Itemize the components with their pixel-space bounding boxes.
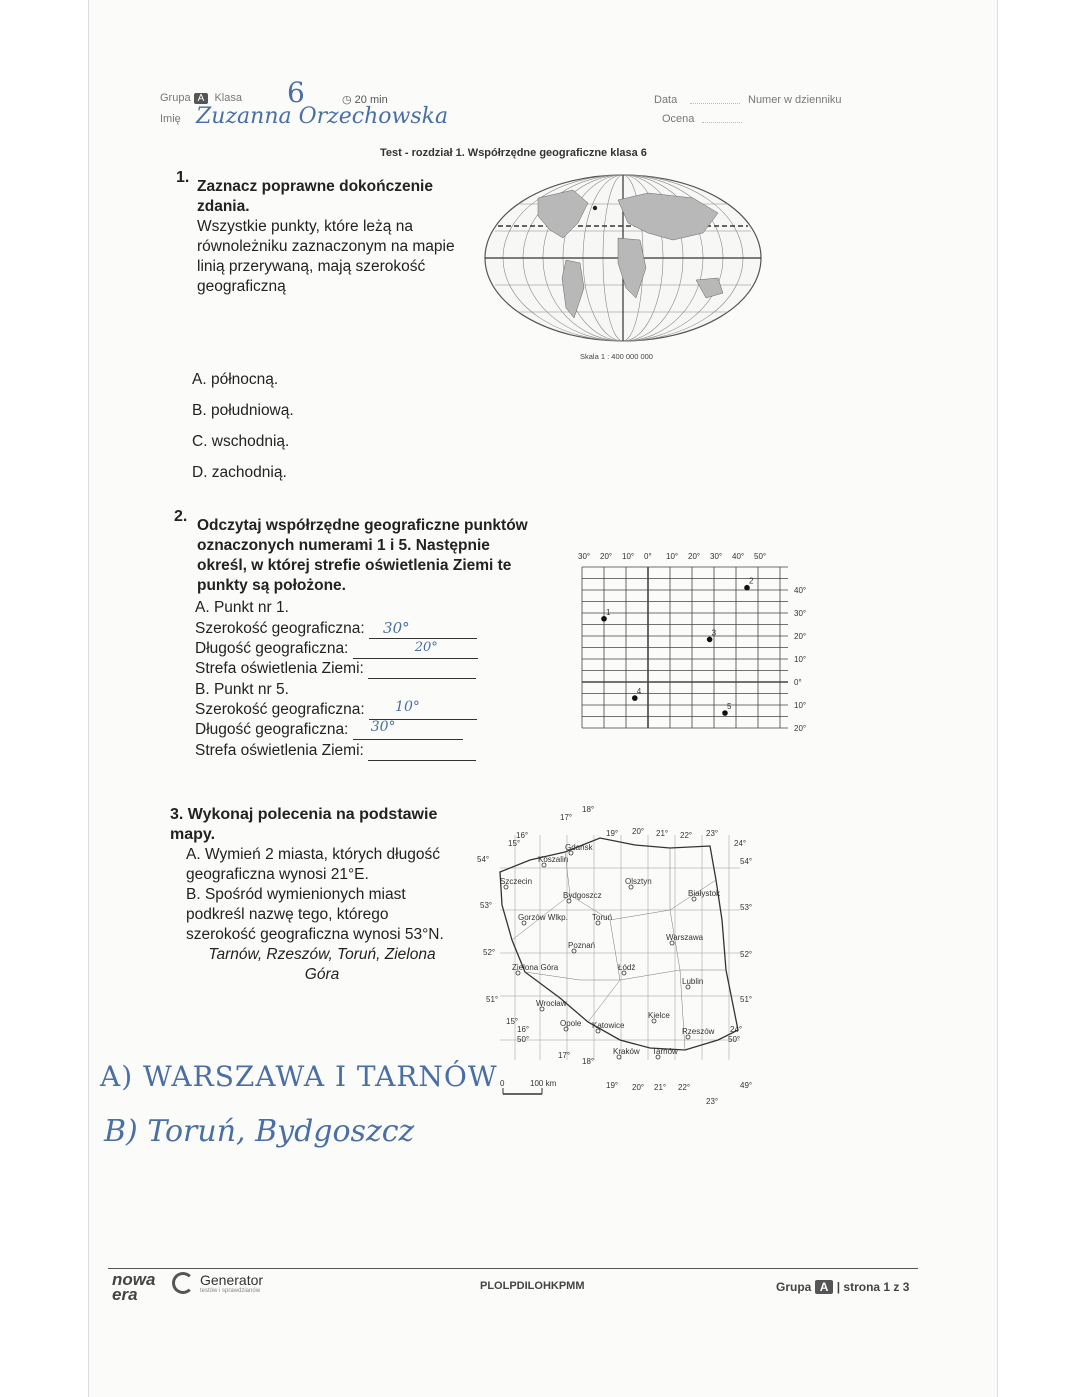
- poland-map: [470, 800, 770, 1110]
- q2-prompt: Odczytaj współrzędne geograficzne punktów oznaczonych numerami 1 i 5. Następnie określ, w której strefie oświetlenia Ziemi te punkty są położone.: [197, 517, 528, 594]
- city-label: Kielce: [648, 1011, 670, 1020]
- q1-prompt-bold: Zaznacz poprawne dokończenie zdania.: [197, 178, 433, 215]
- grid-points: [601, 577, 754, 716]
- q2-b-lat-field[interactable]: 10°: [369, 705, 477, 720]
- grid-point-label: 1: [606, 607, 611, 617]
- degree-label: 15°: [506, 1017, 519, 1026]
- number-label: Numer w dzienniku: [748, 94, 842, 106]
- grid-top-label: 20°: [688, 552, 701, 561]
- grid-point-label: 5: [727, 702, 732, 712]
- generator-sub: testów i sprawdzianów: [200, 1288, 261, 1294]
- q3-a: A. Wymień 2 miasta, których długość geograficzna wynosi 21°E.: [186, 846, 440, 883]
- degree-label: 24°: [730, 1025, 743, 1034]
- scale-zero: 0: [500, 1079, 505, 1088]
- group-badge: A: [194, 93, 209, 104]
- grid-point-label: 3: [711, 628, 717, 638]
- footer-rule: [108, 1268, 918, 1269]
- q2-number: 2.: [174, 508, 188, 525]
- city-label: Warszawa: [666, 933, 704, 942]
- answer-b: B) Toruń, Bydgoszcz: [104, 1114, 415, 1149]
- q3-text: [170, 805, 460, 985]
- class-value: 6: [287, 76, 305, 109]
- grid-point-3: [707, 637, 713, 643]
- degree-label: 51°: [740, 995, 753, 1004]
- grid-top-labels: [578, 552, 766, 561]
- city-label: Łódź: [618, 963, 636, 972]
- grid-right-label: 40°: [794, 586, 807, 595]
- degree-label: 22°: [678, 1083, 691, 1092]
- grid-top-label: 50°: [754, 552, 767, 561]
- q3-title: 3. Wykonaj polecenia na podstawie mapy.: [170, 806, 438, 843]
- degree-label: 18°: [582, 1057, 595, 1066]
- city-label: Wrocław: [536, 999, 567, 1008]
- answer-a: A) WARSZAWA I TARNÓW: [100, 1060, 498, 1093]
- degree-label: 22°: [680, 831, 693, 840]
- group-field: Grupa A Klasa: [160, 92, 242, 104]
- degree-label: 21°: [654, 1083, 667, 1092]
- q2-a-lon-row: Długość geograficzna: 20°: [195, 639, 478, 659]
- q2-b-label: B. Punkt nr 5.: [195, 681, 289, 698]
- date-line: [690, 103, 740, 104]
- grid-right-label: 10°: [794, 655, 807, 664]
- time-field: ◷ 20 min: [342, 94, 388, 106]
- grid-right-label: 10°: [794, 701, 807, 710]
- degree-label: 50°: [728, 1035, 741, 1044]
- q1-scale: Skala 1 : 400 000 000: [580, 352, 653, 361]
- student-name: Zuzanna Orzechowska: [196, 104, 449, 129]
- grid-top-label: 10°: [666, 552, 679, 561]
- clock-icon: ◷: [342, 94, 352, 106]
- grid-right-label: 30°: [794, 609, 807, 618]
- city-label: Koszalin: [538, 855, 569, 864]
- city-label: Opole: [560, 1019, 582, 1028]
- city-label: Olsztyn: [625, 877, 652, 886]
- q2-a-lat-field[interactable]: 30°: [369, 624, 477, 639]
- degree-label: 19°: [606, 829, 619, 838]
- degree-label: 49°: [740, 1081, 753, 1090]
- grid-right-label: 20°: [794, 632, 807, 641]
- name-label: Imię: [160, 113, 181, 125]
- grid-top-label: 0°: [644, 552, 652, 561]
- degree-label: 23°: [706, 1097, 719, 1106]
- q2-b-lon-field[interactable]: 30°: [353, 725, 463, 740]
- q3-cities: Tarnów, Rzeszów, Toruń, Zielona Góra: [208, 946, 436, 983]
- q1-option-b[interactable]: B. południową.: [192, 402, 294, 419]
- city-label: Poznań: [568, 941, 596, 950]
- degree-label: 51°: [486, 995, 499, 1004]
- grid-top-label: 30°: [710, 552, 723, 561]
- degree-label: 23°: [706, 829, 719, 838]
- city-label: Toruń: [592, 913, 613, 922]
- q2-a-lon-field[interactable]: 20°: [353, 644, 478, 659]
- grid-right-label: 0°: [794, 678, 802, 687]
- q3-b: B. Spośród wymienionych miast podkreśl nazwę tego, którego szerokość geograficzna wynosi 53°N.: [186, 886, 444, 943]
- city-label: Gorzów Wlkp.: [518, 913, 568, 922]
- degree-label: 15°: [508, 839, 521, 848]
- degree-label: 52°: [740, 950, 753, 959]
- city-label: Bydgoszcz: [563, 891, 602, 900]
- degree-label: 24°: [734, 839, 747, 848]
- map-point: [593, 206, 597, 210]
- grid-lines: [582, 567, 788, 728]
- grade-label: Ocena: [662, 113, 695, 125]
- city-label: Tarnów: [652, 1047, 678, 1056]
- grid-point-1: [601, 616, 607, 622]
- city-label: Szczecin: [500, 877, 533, 886]
- grid-point-2: [744, 585, 750, 591]
- degree-label: 17°: [560, 813, 573, 822]
- degree-label: 16°: [517, 1025, 530, 1034]
- grid-point-label: 4: [636, 687, 642, 697]
- grid-right-labels: [794, 586, 806, 733]
- generator-brand: Generator: [200, 1272, 264, 1288]
- degree-label: 21°: [656, 829, 669, 838]
- q1-option-c[interactable]: C. wschodnią.: [192, 433, 290, 450]
- page-info: Grupa A | strona 1 z 3: [776, 1280, 910, 1294]
- degree-label: 50°: [517, 1035, 530, 1044]
- city-label: Rzeszów: [682, 1027, 715, 1036]
- generator-icon: [172, 1272, 194, 1294]
- q2-a-zone-field[interactable]: [368, 664, 476, 679]
- grid-top-label: 10°: [622, 552, 635, 561]
- grid-top-label: 40°: [732, 552, 745, 561]
- q1-option-d[interactable]: D. zachodnią.: [192, 464, 287, 481]
- world-map: [478, 168, 768, 358]
- coordinate-grid: [570, 545, 820, 745]
- scale-label: 100 km: [530, 1079, 557, 1088]
- degree-label: 20°: [632, 1083, 645, 1092]
- degree-label: 16°: [516, 831, 529, 840]
- city-label: Białystok: [688, 889, 721, 898]
- city-label: Lublin: [682, 977, 704, 986]
- test-title: Test - rozdział 1. Współrzędne geograficzne klasa 6: [380, 147, 647, 159]
- q2-a-lat-row: Szerokość geograficzna: 30°: [195, 619, 477, 639]
- q2-b-lon-row: Długość geograficzna: 30°: [195, 720, 463, 740]
- q2-a-zone-row: Strefa oświetlenia Ziemi:: [195, 659, 476, 679]
- voivodeship-borders: [512, 848, 726, 1050]
- q1-prompt: Wszystkie punkty, które leżą na równoleżniku zaznaczonym na mapie linią przerywaną, mają szerokość geograficzną: [197, 218, 455, 295]
- brand-logo: nowa era: [112, 1270, 156, 1304]
- grid-top-label: 20°: [600, 552, 613, 561]
- city-label: Zielona Góra: [512, 963, 559, 972]
- q2-a-label: A. Punkt nr 1.: [195, 599, 289, 616]
- degree-label: 53°: [480, 901, 493, 910]
- city-label: Gdańsk: [565, 843, 593, 852]
- city-label: Katowice: [592, 1021, 625, 1030]
- date-label: Data: [654, 94, 678, 106]
- grid-top-label: 30°: [578, 552, 591, 561]
- grid-point-5: [722, 710, 728, 716]
- grid-point-4: [632, 695, 638, 701]
- grid-point-label: 2: [749, 576, 754, 586]
- q1-text: [197, 177, 457, 297]
- grade-line: [702, 122, 742, 123]
- q1-number: 1.: [176, 169, 190, 186]
- degree-label: 19°: [606, 1081, 619, 1090]
- degree-label: 52°: [483, 948, 496, 957]
- city-label: Kraków: [613, 1047, 640, 1056]
- degree-label: 54°: [477, 855, 490, 864]
- test-code: PLOLPDILOHKPMM: [480, 1280, 585, 1292]
- q1-option-a[interactable]: A. północną.: [192, 371, 279, 388]
- degree-label: 18°: [582, 805, 595, 814]
- footer-group-badge: A: [815, 1280, 834, 1294]
- degree-label: 17°: [558, 1051, 571, 1060]
- degree-label: 54°: [740, 857, 753, 866]
- q2-b-lat-row: Szerokość geograficzna: 10°: [195, 700, 477, 720]
- q2-b-zone-field[interactable]: [368, 746, 476, 761]
- grid-right-label: 20°: [794, 724, 807, 733]
- q2-b-zone-row: Strefa oświetlenia Ziemi:: [195, 741, 476, 761]
- degree-label: 53°: [740, 903, 753, 912]
- degree-label: 20°: [632, 827, 645, 836]
- city-labels: [500, 843, 721, 1059]
